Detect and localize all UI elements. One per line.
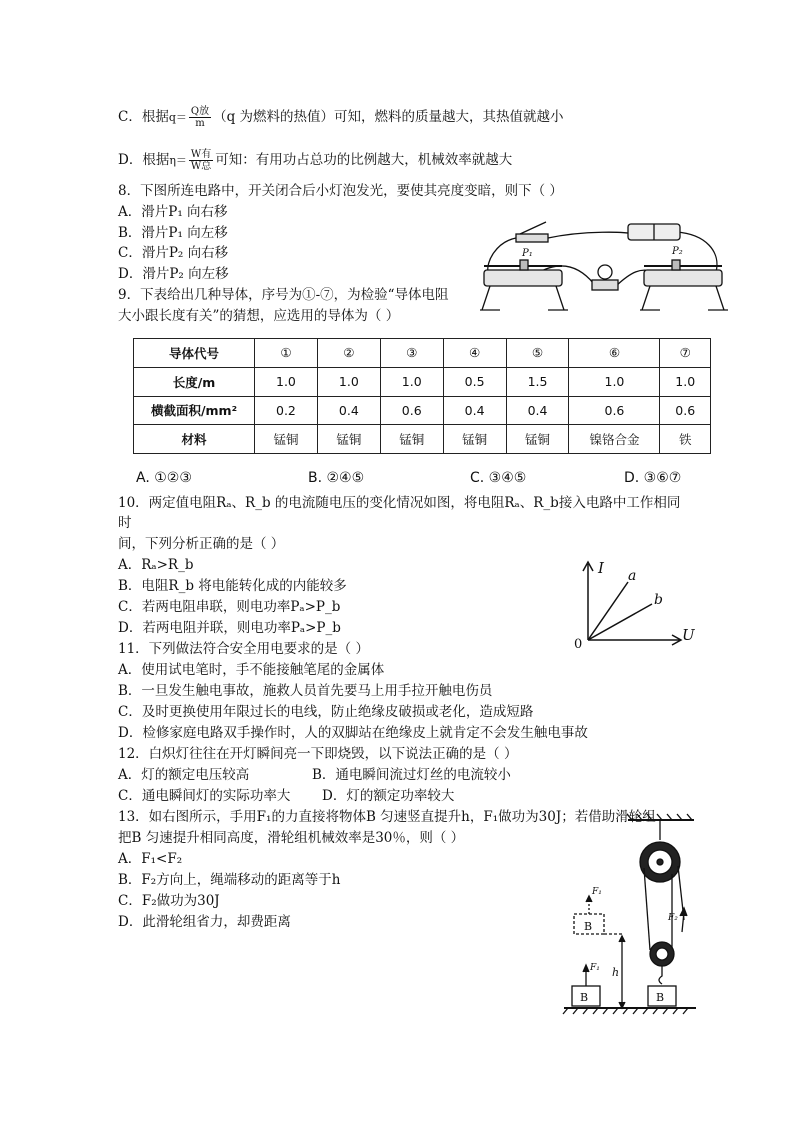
q8-label-p1: P₁ [522, 248, 533, 259]
table-cell: 0.4 [443, 396, 506, 425]
table-row [134, 425, 711, 454]
q9-option-c: C. ③④⑤ [470, 470, 527, 486]
q13-option-b: B．F₂方向上，绳端移动的距离等于h [118, 872, 341, 888]
q10-stem-3: 间，下列分析正确的是（ ） [118, 536, 285, 552]
q9-stem-1: 9．下表给出几种导体，序号为①-⑦，为检验“导体电阻 [118, 287, 449, 303]
q10-option-c: C．若两电阻串联，则电功率Pₐ>P_b [118, 599, 341, 615]
q9-option-a: A. ①②③ [136, 470, 192, 486]
q11-option-d: D．检修家庭电路双手操作时，人的双脚站在绝缘皮上就肯定不会发生触电事故 [118, 725, 588, 741]
q13-stem-1: 13．如右图所示，手用F₁的力直接将物体B 匀速竖直提升h，F₁做功为30J；若借助滑轮组 [118, 809, 656, 825]
q10-option-a: A．Rₐ>R_b [118, 557, 194, 573]
q11-option-a: A．使用试电笔时，手不能接触笔尾的金属体 [118, 662, 385, 678]
table-cell: ① [255, 339, 318, 368]
q10-x-label: U [682, 626, 695, 644]
table-cell: ⑤ [506, 339, 569, 368]
table-cell: 0.6 [569, 396, 660, 425]
q10-stem-1: 10．两定值电阻Rₐ、R_b 的电流随电压的变化情况如图，将电阻Rₐ、R_b接入电路中工作相同 [118, 495, 681, 511]
table-row-label: 导体代号 [134, 339, 255, 368]
q9-stem-2: 大小跟长度有关”的猜想，应选用的导体为（ ） [118, 308, 400, 324]
q11-option-c: C．及时更换使用年限过长的电线，防止绝缘皮破损或老化，造成短路 [118, 704, 534, 720]
q13-block-right: B [656, 991, 665, 1004]
q13-label-h: h [612, 966, 620, 979]
q10-iu-graph [568, 556, 698, 652]
q13-option-d: D．此滑轮组省力，却费距离 [118, 914, 291, 930]
q13-stem-2: 把B 匀速提升相同高度，滑轮组机械效率是30％，则（ ） [118, 830, 465, 846]
q10-option-d: D．若两电阻并联，则电功率Pₐ>P_b [118, 620, 341, 636]
table-cell: ② [317, 339, 380, 368]
table-cell: 锰铜 [443, 425, 506, 454]
q12-stem: 12．白炽灯往往在开灯瞬间亮一下即烧毁，以下说法正确的是（ ） [118, 746, 518, 762]
table-row [134, 339, 711, 368]
q8-option-a: A．滑片P₁ 向右移 [118, 204, 228, 220]
q13-label-f1-bottom: F₁ [590, 963, 600, 973]
q7-d-prefix: D．根据 [118, 152, 170, 168]
table-cell: ③ [380, 339, 443, 368]
table-cell: 0.4 [317, 396, 380, 425]
q9-option-b: B. ②④⑤ [308, 470, 365, 486]
q7-d-lhs: η＝ [169, 154, 187, 167]
table-cell: ⑥ [569, 339, 660, 368]
q7-option-d [118, 149, 512, 172]
q8-stem: 8．下图所连电路中，开关闭合后小灯泡发光，要使其亮度变暗，则下（ ） [118, 183, 563, 199]
table-row-label: 横截面积/mm² [134, 396, 255, 425]
table-row-label: 材料 [134, 425, 255, 454]
table-row [134, 367, 711, 396]
q12-option-b: B．通电瞬间流过灯丝的电流较小 [312, 767, 511, 783]
q8-label-p2: P₂ [672, 246, 683, 257]
q10-option-b: B．电阻R_b 将电能转化成的内能较多 [118, 578, 347, 594]
q12-option-d: D．灯的额定功率较大 [322, 788, 455, 804]
q10-line-b-label: b [654, 592, 663, 608]
table-row-label: 长度/m [134, 367, 255, 396]
table-cell: ④ [443, 339, 506, 368]
q7-c-fraction: $\frac{\text{Q放}}{m}$ [190, 106, 210, 129]
table-cell: 0.6 [660, 396, 711, 425]
q7-option-c [118, 106, 564, 129]
q9-option-d: D. ③⑥⑦ [624, 470, 682, 486]
table-cell: 0.6 [380, 396, 443, 425]
table-cell: 0.5 [443, 367, 506, 396]
q8-option-d: D．滑片P₂ 向左移 [118, 266, 229, 282]
q8-option-b: B．滑片P₁ 向左移 [118, 225, 228, 241]
q10-line-a-label: a [628, 568, 637, 584]
q9-conductor-table [133, 338, 711, 454]
q8-option-c: C．滑片P₂ 向右移 [118, 245, 229, 261]
table-cell: 1.0 [660, 367, 711, 396]
table-row [134, 396, 711, 425]
table-cell: 锰铜 [506, 425, 569, 454]
q12-option-a: A．灯的额定电压较高 [118, 767, 250, 783]
q13-label-f2: F₂ [668, 913, 678, 923]
q12-option-c: C．通电瞬间灯的实际功率大 [118, 788, 291, 804]
q7-c-lhs: q＝ [168, 111, 187, 124]
q7-d-suffix: 可知：有用功占总功的比例越大，机械效率就越大 [215, 152, 513, 168]
table-cell: 锰铜 [255, 425, 318, 454]
q11-stem: 11．下列做法符合安全用电要求的是（ ） [118, 641, 369, 657]
q10-y-label: I [598, 559, 604, 577]
table-cell: 1.0 [255, 367, 318, 396]
table-cell: 锰铜 [380, 425, 443, 454]
table-cell: 1.0 [380, 367, 443, 396]
q8-circuit-figure [476, 212, 728, 316]
q10-stem-2: 时 [118, 515, 132, 531]
table-cell: 铁 [660, 425, 711, 454]
q7-c-prefix: C．根据 [118, 109, 169, 125]
q10-origin-label: 0 [574, 637, 583, 652]
q13-pulley-figure [560, 812, 700, 1018]
table-cell: 1.0 [317, 367, 380, 396]
q7-d-fraction: $\frac{\text{W有}}{\text{W总}}$ [190, 149, 212, 172]
table-cell: 1.5 [506, 367, 569, 396]
q13-label-f1-top: F₁ [592, 887, 602, 897]
q13-option-c: C．F₂做功为30J [118, 893, 220, 909]
table-cell: 0.4 [506, 396, 569, 425]
table-cell: 1.0 [569, 367, 660, 396]
q13-option-a: A．F₁<F₂ [118, 851, 183, 867]
table-cell: 锰铜 [317, 425, 380, 454]
table-cell: ⑦ [660, 339, 711, 368]
q13-block-left: B [580, 991, 589, 1004]
table-cell: 镍铬合金 [569, 425, 660, 454]
q13-block-dashed: B [584, 920, 593, 933]
q7-c-suffix: （q 为燃料的热值）可知，燃料的质量越大，其热值就越小 [213, 109, 564, 125]
table-cell: 0.2 [255, 396, 318, 425]
q11-option-b: B．一旦发生触电事故，施救人员首先要马上用手拉开触电伤员 [118, 683, 493, 699]
